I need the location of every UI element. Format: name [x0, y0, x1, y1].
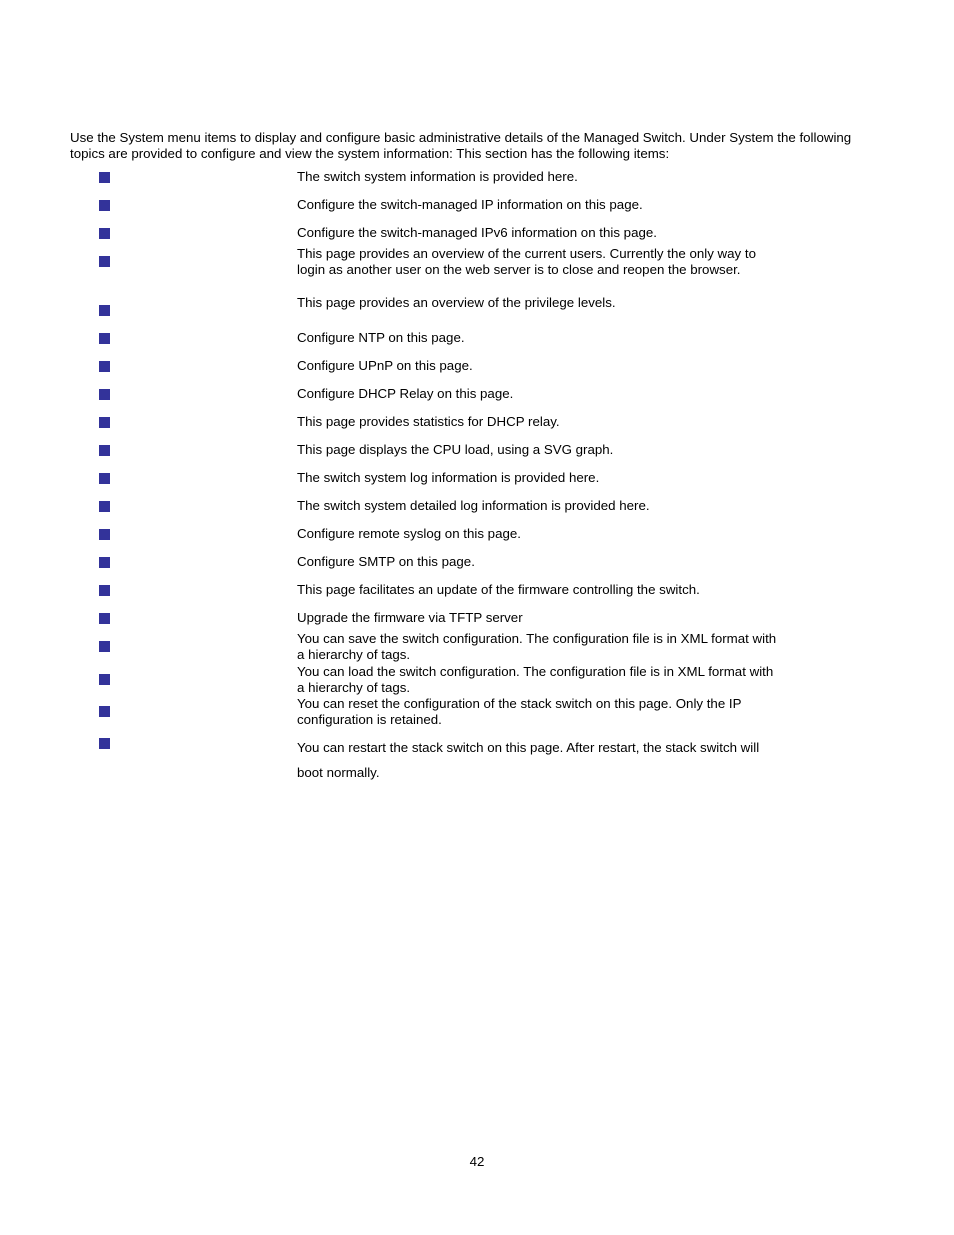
bullet-square-icon: [99, 228, 110, 239]
page-number: 42: [469, 1154, 485, 1169]
bullet-square-icon: [99, 305, 110, 316]
bullet-square-icon: [99, 333, 110, 344]
item-description: Configure SMTP on this page.: [297, 554, 475, 569]
item-description: Configure NTP on this page.: [297, 330, 465, 345]
bullet-square-icon: [99, 613, 110, 624]
bullet-square-icon: [99, 172, 110, 183]
bullet-square-icon: [99, 389, 110, 400]
item-description: Upgrade the firmware via TFTP server: [297, 610, 523, 625]
item-description: This page provides an overview of the privilege levels.: [297, 295, 616, 310]
item-description: You can reset the configuration of the stack switch on this page. Only the IP configuration is retained.: [297, 696, 742, 728]
bullet-square-icon: [99, 473, 110, 484]
bullet-square-icon: [99, 641, 110, 652]
item-description: Configure UPnP on this page.: [297, 358, 473, 373]
item-description: Configure remote syslog on this page.: [297, 526, 521, 541]
bullet-square-icon: [99, 200, 110, 211]
bullet-square-icon: [99, 256, 110, 267]
bullet-square-icon: [99, 585, 110, 596]
item-description: This page displays the CPU load, using a SVG graph.: [297, 442, 614, 457]
bullet-square-icon: [99, 501, 110, 512]
bullet-square-icon: [99, 529, 110, 540]
item-description: The switch system log information is provided here.: [297, 470, 600, 485]
bullet-square-icon: [99, 417, 110, 428]
item-description: The switch system detailed log information is provided here.: [297, 498, 650, 513]
item-description: Configure DHCP Relay on this page.: [297, 386, 514, 401]
bullet-square-icon: [99, 557, 110, 568]
bullet-square-icon: [99, 361, 110, 372]
bullet-square-icon: [99, 706, 110, 717]
item-description: Configure the switch-managed IPv6 information on this page.: [297, 225, 657, 240]
item-description: You can load the switch configuration. The configuration file is in XML format with a hierarchy of tags.: [297, 664, 774, 696]
item-description: This page provides an overview of the current users. Currently the only way to login as another user on the web server is to close and reopen the browser.: [297, 246, 756, 278]
bullet-square-icon: [99, 738, 110, 749]
item-description: Configure the switch-managed IP information on this page.: [297, 197, 643, 212]
bullet-square-icon: [99, 445, 110, 456]
item-description: This page facilitates an update of the firmware controlling the switch.: [297, 582, 700, 597]
intro-paragraph: Use the System menu items to display and configure basic administrative details of the Managed Switch. Under System the following topics are provided to configure and view the system information: This section has the following items:: [70, 130, 852, 162]
item-description: You can restart the stack switch on this page. After restart, the stack switch will boot normally.: [297, 740, 760, 780]
item-description: This page provides statistics for DHCP relay.: [297, 414, 560, 429]
bullet-square-icon: [99, 674, 110, 685]
item-description: The switch system information is provided here.: [297, 169, 578, 184]
item-description: You can save the switch configuration. The configuration file is in XML format with a hierarchy of tags.: [297, 631, 777, 663]
